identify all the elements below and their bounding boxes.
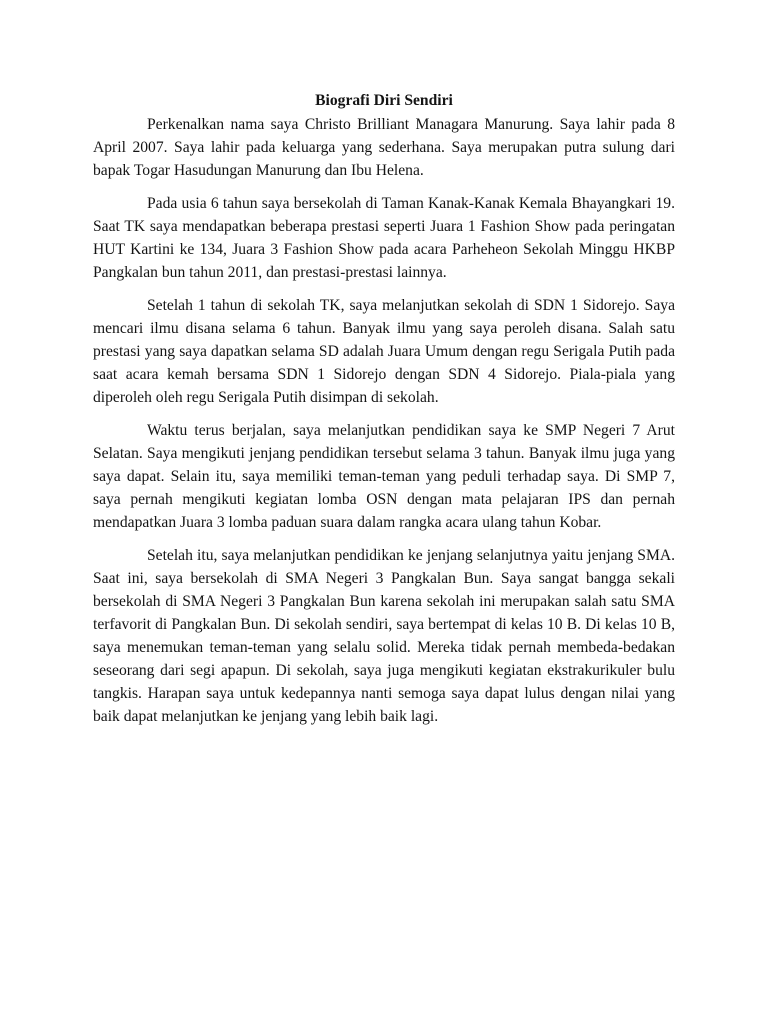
document-body: [93, 89, 675, 738]
paragraph-senior-high-school: Setelah itu, saya melanjutkan pendidikan ke jenjang selanjutnya yaitu jenjang SMA. Saat ini, saya bersekolah di SMA Negeri 3 Pangkalan Bun. Saya sangat bangga sekali bersekolah di SMA Negeri 3 Pangkalan Bun karena sekolah ini merupakan salah satu SMA terfavorit di Pangkalan Bun. Di sekolah sendiri, saya bertempat di kelas 10 B. Di kelas 10 B, saya menemukan teman-teman yang selalu solid. Mereka tidak pernah membeda-bedakan seseorang dari segi apapun. Di sekolah, saya juga mengikuti kegiatan ekstrakurikuler bulu tangkis. Harapan saya untuk kedepannya nanti semoga saya dapat lulus dengan nilai yang baik dapat melanjutkan ke jenjang yang lebih baik lagi.: [93, 547, 675, 725]
document-title: Biografi Diri Sendiri: [315, 92, 453, 109]
paragraph-junior-high-school: Waktu terus berjalan, saya melanjutkan pendidikan saya ke SMP Negeri 7 Arut Selatan. Saya mengikuti jenjang pendidikan tersebut selama 3 tahun. Banyak ilmu juga yang saya dapat. Selain itu, saya memiliki teman-teman yang peduli terhadap saya. Di SMP 7, saya pernah mengikuti kegiatan lomba OSN dengan mata pelajaran IPS dan pernah mendapatkan Juara 3 lomba paduan suara dalam rangka acara ulang tahun Kobar.: [93, 422, 675, 531]
paragraph-kindergarten: Pada usia 6 tahun saya bersekolah di Taman Kanak-Kanak Kemala Bhayangkari 19. Saat TK saya mendapatkan beberapa prestasi seperti Juara 1 Fashion Show pada peringatan HUT Kartini ke 134, Juara 3 Fashion Show pada acara Parheheon Sekolah Minggu HKBP Pangkalan bun tahun 2011, dan prestasi-prestasi lainnya.: [93, 195, 675, 281]
paragraph-elementary-school: Setelah 1 tahun di sekolah TK, saya melanjutkan sekolah di SDN 1 Sidorejo. Saya mencari ilmu disana selama 6 tahun. Banyak ilmu yang saya peroleh disana. Salah satu prestasi yang saya dapatkan selama SD adalah Juara Umum dengan regu Serigala Putih pada saat acara kemah bersama SDN 1 Sidorejo dengan SDN 4 Sidorejo. Piala-piala yang diperoleh oleh regu Serigala Putih disimpan di sekolah.: [93, 297, 675, 406]
paragraph-introduction: Perkenalkan nama saya Christo Brilliant Managara Manurung. Saya lahir pada 8 April 2007. Saya lahir pada keluarga yang sederhana. Saya merupakan putra sulung dari bapak Togar Hasudungan Manurung dan Ibu Helena.: [93, 116, 675, 179]
